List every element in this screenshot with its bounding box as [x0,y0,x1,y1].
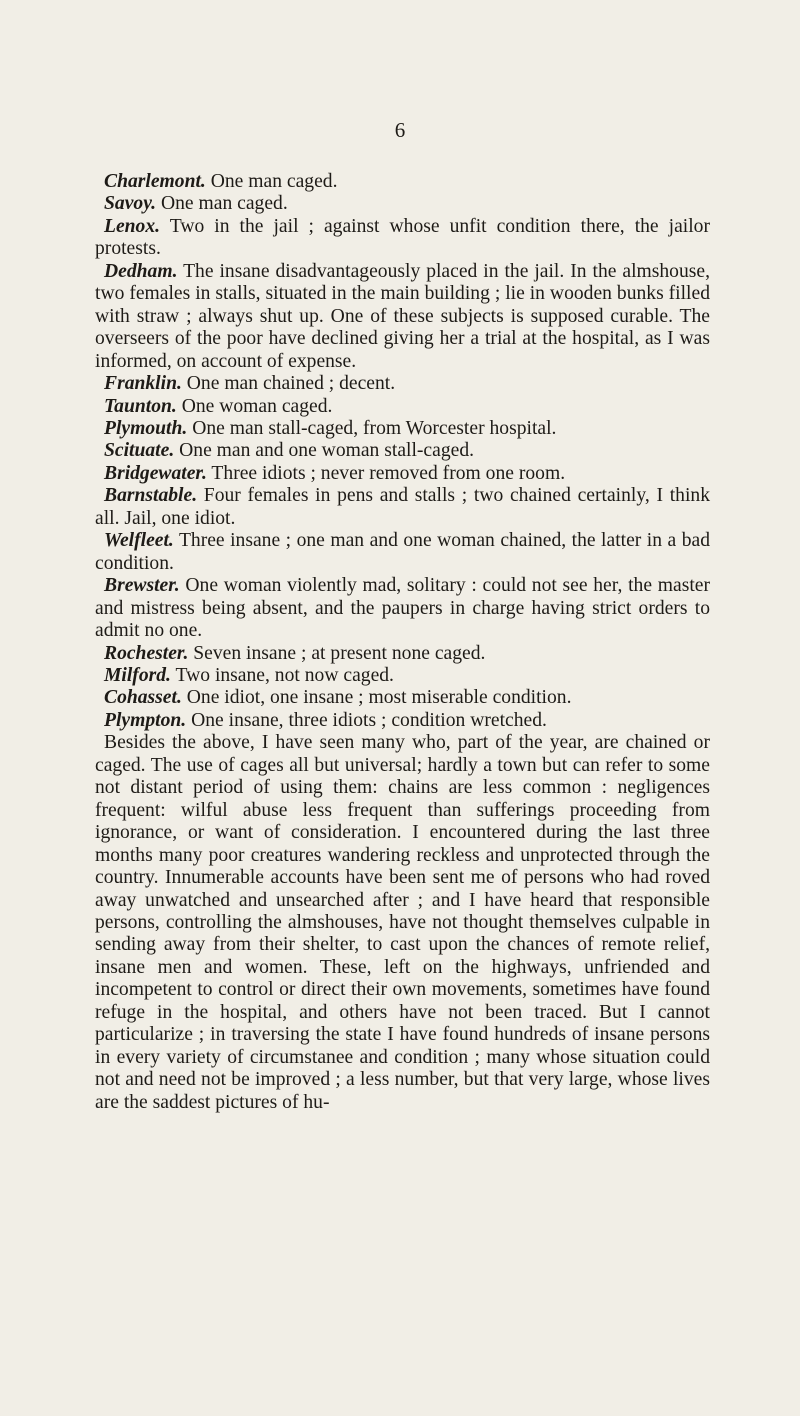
place-name: Plymouth. [104,417,188,439]
entry-plympton [95,710,710,732]
entry-text: One man and one woman stall-caged. [174,440,475,462]
entry-taunton [95,396,710,418]
entry-text: One man caged. [205,171,338,192]
place-name: Welfleet. [104,530,174,552]
place-name: Rochester. [104,642,189,664]
entry-text: One man chained ; decent. [181,373,396,395]
place-name: Lenox. [104,215,161,237]
entry-text: Four females in pens and stalls ; two chained certainly, I think all. Jail, one idiot. [95,485,710,529]
entry-text: One woman caged. [176,395,333,417]
place-name: Bridgewater. [104,462,207,484]
entry-text: One insane, three idiots ; condition wretched. [186,709,547,731]
place-name: Plympton. [104,709,187,731]
place-name: Brewster. [104,575,180,597]
entry-dedham [95,261,710,373]
entry-milford [95,665,710,687]
entry-bridgewater [95,463,710,485]
place-name: Savoy. [104,193,157,215]
entry-text: One woman violently mad, solitary : could not see her, the master and mistress being absent, and the paupers in charge having strict orders to admit no one. [95,575,710,642]
place-name: Barnstable. [104,485,198,507]
closing-paragraph: Besides the above, I have seen many who, part of the year, are chained or caged. The use of cages all but universal; hardly a town but can refer to some not distant period of using them: chains are less common : negligences frequent: wilful abuse less frequent than sufferings proceeding from ignorance, or want of consideration. I encountered during the last three months many poor creatures wandering reckless and unprotected through the country. Innumerable accounts have been sent me of persons who had roved away unwatched and unsearched after ; and I have heard that responsible persons, controlling the almshouses, have not thought themselves culpable in sending away from their shelter, to cast upon the chances of remote relief, insane men and women. These, left on the highways, unfriended and incompetent to control or direct their own movements, sometimes have found refuge in the hospital, and others have not been traced. But I cannot particularize ; in traversing the state I have found hundreds of insane persons in every variety of circumstanee and condition ; many whose situation could not and need not be improved ; a less number, but that very large, whose lives are the saddest pictures of hu- [95,732,710,1113]
entry-text: Seven insane ; at present none caged. [188,642,486,664]
entry-savoy [95,193,710,215]
entry-franklin [95,373,710,395]
page-number: 6 [394,118,406,142]
entry-lenox [95,216,710,261]
entry-scituate [95,440,710,462]
entry-barnstable [95,485,710,530]
entry-text: Three idiots ; never removed from one room. [206,462,566,484]
entry-text: One idiot, one insane ; most miserable condition. [181,687,572,709]
entry-text: Three insane ; one man and one woman chained, the latter in a bad condition. [95,530,710,574]
place-name: Franklin. [104,373,182,395]
entry-charlemont [95,171,710,193]
entry-rochester [95,643,710,665]
entry-text: One man caged. [156,193,288,215]
entry-plymouth [95,418,710,440]
entry-welfleet [95,530,710,575]
place-name: Scituate. [104,440,175,462]
entry-text: Two insane, not now caged. [170,664,394,686]
place-name: Charlemont. [104,171,206,192]
entry-text: The insane disadvantageously placed in the jail. In the almshouse, two females in stalls, situated in the main building ; lie in wooden bunks filled with straw ; always shut up. One of these subjects is supposed curable. The overseers of the poor have declined giving her a trial at the hospital, as I was informed, on account of expense. [95,260,710,372]
place-name: Milford. [104,664,171,686]
place-name: Taunton. [104,395,177,417]
place-name: Cohasset. [104,687,182,709]
entry-cohasset [95,687,710,709]
entry-brewster [95,575,710,642]
place-name: Dedham. [104,260,178,282]
body-text [95,171,710,1114]
entry-text: One man stall-caged, from Worcester hospital. [187,417,557,439]
entry-text: Two in the jail ; against whose unfit condition there, the jailor protests. [95,215,710,260]
